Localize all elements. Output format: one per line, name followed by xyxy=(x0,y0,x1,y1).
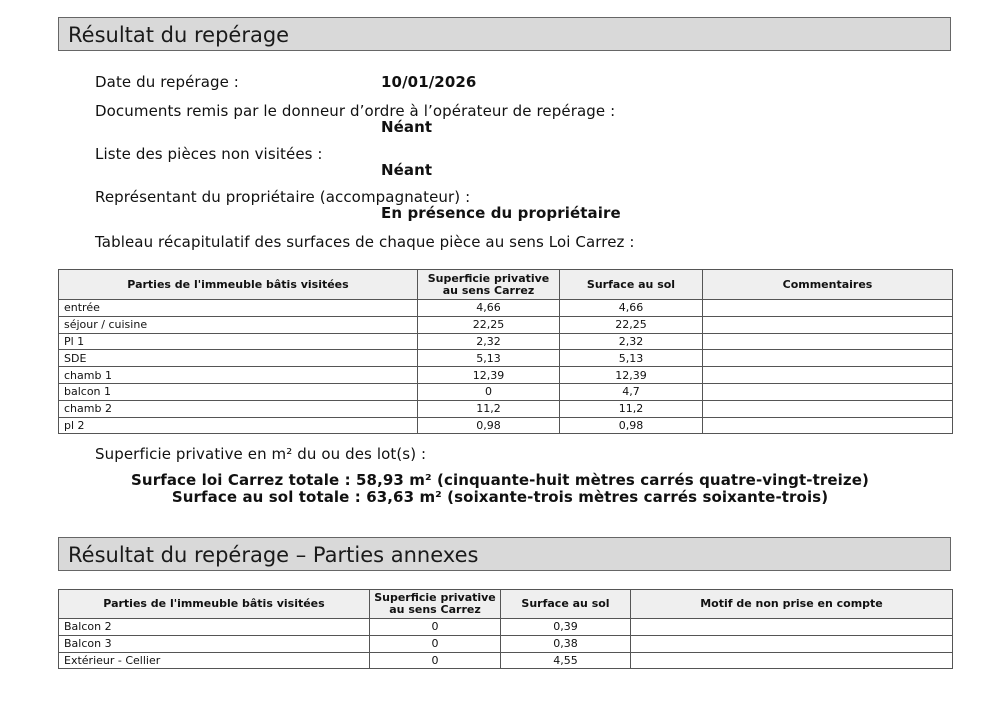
table-row xyxy=(59,652,953,669)
table-cell: balcon 1 xyxy=(59,383,418,400)
table-cell: 4,66 xyxy=(418,300,560,317)
table-cell xyxy=(703,383,953,400)
table-cell: Balcon 3 xyxy=(59,635,370,652)
table-cell: Pl 1 xyxy=(59,333,418,350)
section-title-annexes: Résultat du repérage – Parties annexes xyxy=(58,537,951,571)
table-cell: entrée xyxy=(59,300,418,317)
table-cell: 0,98 xyxy=(560,417,703,434)
table-cell xyxy=(703,350,953,367)
table-cell: séjour / cuisine xyxy=(59,316,418,333)
unvisited-rooms-value: Néant xyxy=(381,161,433,179)
representative-label: Représentant du propriétaire (accompagnateur) : xyxy=(95,188,471,206)
table-cell xyxy=(631,652,953,669)
table-cell: 2,32 xyxy=(560,333,703,350)
table-cell: 0 xyxy=(370,652,501,669)
column-header: Superficie privative au sens Carrez xyxy=(418,270,560,300)
table-row xyxy=(59,333,953,350)
table-cell: 11,2 xyxy=(560,400,703,417)
documents-value: Néant xyxy=(381,118,433,136)
table-cell: Extérieur - Cellier xyxy=(59,652,370,669)
table-cell: 5,13 xyxy=(560,350,703,367)
table-cell xyxy=(703,367,953,384)
table-cell: 0,39 xyxy=(501,619,631,636)
table-row xyxy=(59,367,953,384)
table-row xyxy=(59,619,953,636)
column-header: Superficie privative au sens Carrez xyxy=(370,590,501,619)
table-cell: 0,38 xyxy=(501,635,631,652)
table-cell xyxy=(703,333,953,350)
table-cell: 4,66 xyxy=(560,300,703,317)
table-row xyxy=(59,400,953,417)
table-cell: 12,39 xyxy=(418,367,560,384)
table-cell: chamb 1 xyxy=(59,367,418,384)
table-cell: 11,2 xyxy=(418,400,560,417)
annexes-table xyxy=(58,589,953,669)
table-cell: 22,25 xyxy=(560,316,703,333)
table-cell xyxy=(631,635,953,652)
table-row xyxy=(59,417,953,434)
documents-label: Documents remis par le donneur d’ordre à l’opérateur de repérage : xyxy=(95,102,616,120)
date-label: Date du repérage : xyxy=(95,73,239,91)
column-header: Motif de non prise en compte xyxy=(631,590,953,619)
column-header: Parties de l'immeuble bâtis visitées xyxy=(59,270,418,300)
total-carrez: Surface loi Carrez totale : 58,93 m² (cinquante-huit mètres carrés quatre-vingt-treize) xyxy=(131,471,869,489)
column-header: Surface au sol xyxy=(501,590,631,619)
table-cell: 2,32 xyxy=(418,333,560,350)
column-header: Surface au sol xyxy=(560,270,703,300)
table-cell: 5,13 xyxy=(418,350,560,367)
table-row xyxy=(59,635,953,652)
table-cell: 22,25 xyxy=(418,316,560,333)
table-row xyxy=(59,383,953,400)
table-cell: chamb 2 xyxy=(59,400,418,417)
table-cell xyxy=(703,400,953,417)
table-cell: SDE xyxy=(59,350,418,367)
table-cell: pl 2 xyxy=(59,417,418,434)
table-cell: Balcon 2 xyxy=(59,619,370,636)
table-cell: 0 xyxy=(370,635,501,652)
table-intro: Tableau récapitulatif des surfaces de chaque pièce au sens Loi Carrez : xyxy=(95,233,635,251)
table-row xyxy=(59,316,953,333)
section-title-result: Résultat du repérage xyxy=(58,17,951,51)
carrez-surfaces-table xyxy=(58,269,953,434)
unvisited-rooms-label: Liste des pièces non visitées : xyxy=(95,145,323,163)
table-cell xyxy=(703,300,953,317)
table-cell xyxy=(703,417,953,434)
column-header: Commentaires xyxy=(703,270,953,300)
total-sol: Surface au sol totale : 63,63 m² (soixante-trois mètres carrés soixante-trois) xyxy=(171,488,829,506)
superficie-label: Superficie privative en m² du ou des lot(s) : xyxy=(95,445,427,463)
table-cell xyxy=(631,619,953,636)
table-cell: 12,39 xyxy=(560,367,703,384)
table-cell: 0,98 xyxy=(418,417,560,434)
table-cell: 0 xyxy=(370,619,501,636)
table-header-row xyxy=(59,270,953,300)
column-header: Parties de l'immeuble bâtis visitées xyxy=(59,590,370,619)
table-cell: 4,55 xyxy=(501,652,631,669)
table-cell: 4,7 xyxy=(560,383,703,400)
table-cell: 0 xyxy=(418,383,560,400)
representative-value: En présence du propriétaire xyxy=(381,204,621,222)
date-value: 10/01/2026 xyxy=(381,73,477,91)
table-cell xyxy=(703,316,953,333)
table-header-row xyxy=(59,590,953,619)
table-row xyxy=(59,300,953,317)
table-row xyxy=(59,350,953,367)
